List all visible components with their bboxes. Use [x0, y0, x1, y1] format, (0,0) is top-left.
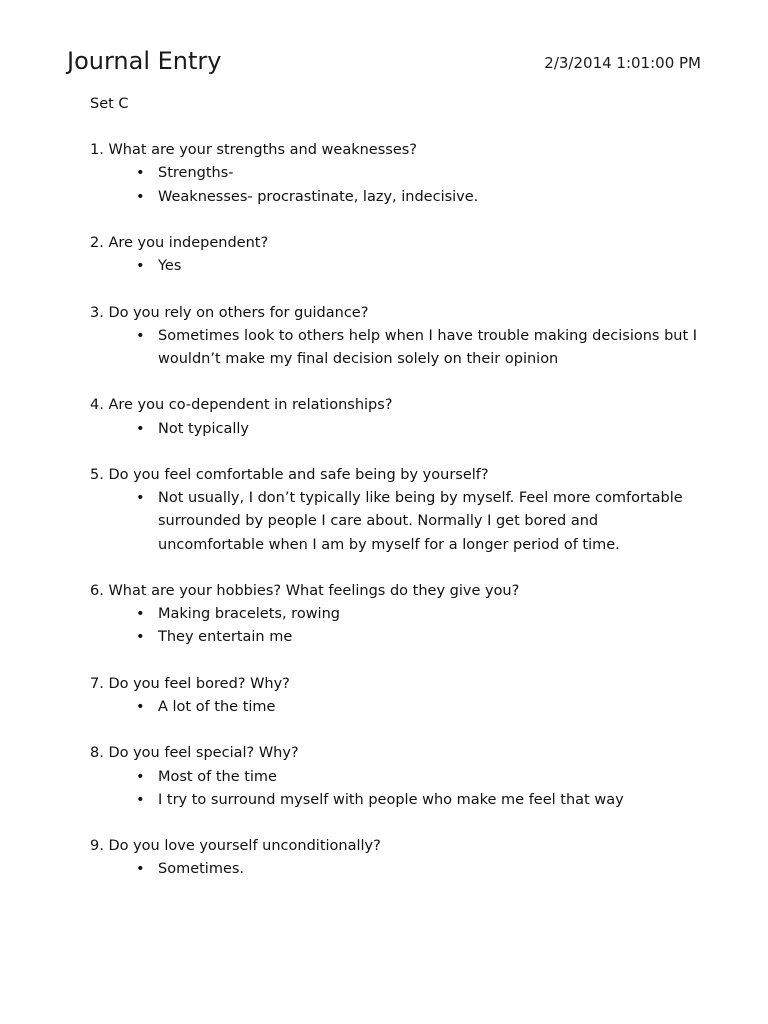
- answer-list: [90, 325, 700, 371]
- question-block: [90, 139, 700, 209]
- answer-text: Not typically: [158, 420, 250, 437]
- set-label: Set C: [90, 96, 129, 112]
- answer-text: Weaknesses- procrastinate, lazy, indecisive.: [158, 188, 479, 205]
- answer-list: [90, 255, 700, 278]
- answer-item: [136, 766, 700, 789]
- answer-item: [136, 487, 700, 557]
- bullet-icon: •: [136, 606, 145, 623]
- answer-item: [136, 789, 700, 812]
- question-text: 8. Do you feel special? Why?: [90, 745, 299, 762]
- answer-text: They entertain me: [158, 629, 293, 646]
- answer-text: Sometimes.: [158, 861, 245, 878]
- answer-item: [136, 696, 700, 719]
- answer-text: Sometimes look to others help when I have trouble making decisions but I wouldn’t make my final decision solely on their opinion: [158, 327, 698, 367]
- question-text: 1. What are your strengths and weaknesses?: [90, 142, 418, 159]
- answer-item: [136, 255, 700, 278]
- bullet-icon: •: [136, 490, 145, 507]
- question-block: [90, 464, 700, 557]
- answer-list: [90, 162, 700, 208]
- answer-list: [90, 858, 700, 881]
- question-text: 6. What are your hobbies? What feelings do they give you?: [90, 582, 520, 599]
- question-text: 7. Do you feel bored? Why?: [90, 675, 290, 692]
- answer-list: [90, 603, 700, 649]
- answer-item: [136, 626, 700, 649]
- answer-list: [90, 418, 700, 441]
- bullet-icon: •: [136, 165, 145, 182]
- answer-text: Strengths-: [158, 165, 234, 182]
- bullet-icon: •: [136, 188, 145, 205]
- bullet-icon: •: [136, 629, 145, 646]
- answer-text: A lot of the time: [158, 698, 276, 715]
- question-block: [90, 580, 700, 650]
- bullet-icon: •: [136, 327, 145, 344]
- bullet-icon: •: [136, 768, 145, 785]
- question-text: 9. Do you love yourself unconditionally?: [90, 838, 381, 855]
- answer-item: [136, 418, 700, 441]
- page-title: Journal Entry: [67, 47, 222, 75]
- question-text: 3. Do you rely on others for guidance?: [90, 304, 369, 321]
- answer-item: [136, 858, 700, 881]
- page-header: [67, 44, 703, 80]
- answer-text: I try to surround myself with people who make me feel that way: [158, 791, 624, 808]
- answer-list: [90, 487, 700, 557]
- bullet-icon: •: [136, 258, 145, 275]
- question-block: [90, 835, 700, 881]
- journal-body: [90, 93, 700, 905]
- entry-timestamp: 2/3/2014 1:01:00 PM: [544, 54, 701, 72]
- question-block: [90, 394, 700, 440]
- answer-text: Not usually, I don’t typically like being by myself. Feel more comfortable surrounded by people I care about. Normally I get bored and uncomfortable when I am by myself for a longer period of time.: [158, 490, 683, 553]
- question-text: 4. Are you co-dependent in relationships?: [90, 397, 393, 414]
- bullet-icon: •: [136, 791, 145, 808]
- answer-item: [136, 162, 700, 185]
- answer-item: [136, 186, 700, 209]
- question-text: 2. Are you independent?: [90, 235, 269, 251]
- bullet-icon: •: [136, 861, 145, 878]
- answer-text: Most of the time: [158, 768, 277, 785]
- question-text: 5. Do you feel comfortable and safe being by yourself?: [90, 466, 489, 483]
- answer-item: [136, 603, 700, 626]
- question-block: [90, 742, 700, 812]
- bullet-icon: •: [136, 420, 145, 437]
- question-block: [90, 232, 700, 278]
- question-block: [90, 302, 700, 372]
- question-block: [90, 673, 700, 719]
- bullet-icon: •: [136, 698, 145, 715]
- answer-list: [90, 766, 700, 812]
- answer-item: [136, 325, 700, 371]
- answer-text: Making bracelets, rowing: [158, 606, 340, 623]
- answer-text: Yes: [158, 258, 182, 275]
- answer-list: [90, 696, 700, 719]
